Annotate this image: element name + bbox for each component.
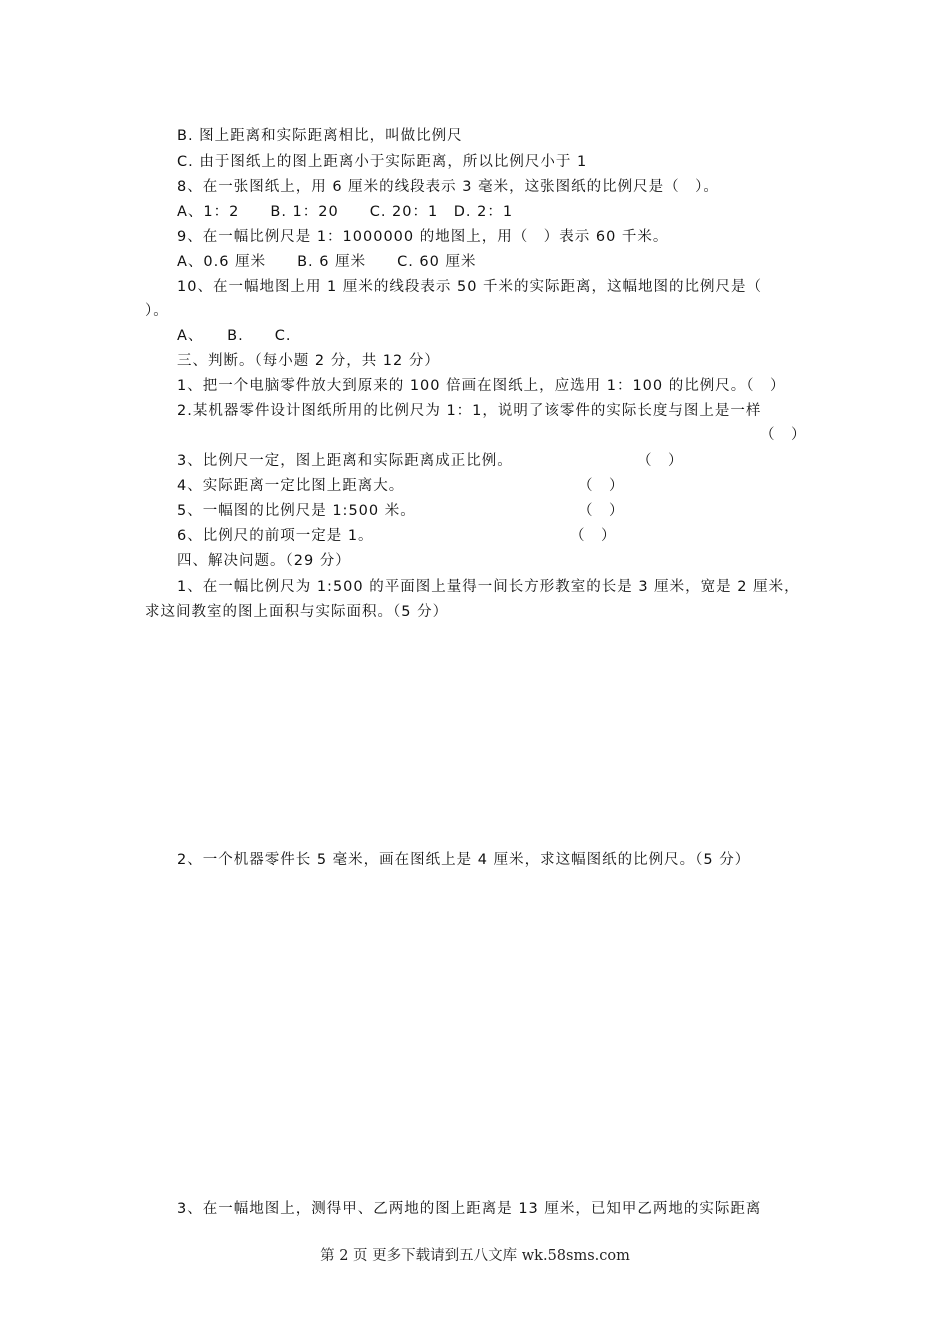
section-3-heading: 三、判断。（每小题 2 分，共 12 分） (177, 353, 440, 369)
judgement-5: 5、一幅图的比例尺是 1:500 米。 (177, 503, 416, 519)
question-10-continuation: ）。 (145, 303, 169, 319)
judgement-3: 3、比例尺一定，图上距离和实际距离成正比例。 (177, 453, 513, 469)
judgement-1: 1、把一个电脑零件放大到原来的 100 倍画在图纸上，应选用 1：100 的比例尺。（ ） (177, 378, 786, 394)
question-8: 8、在一张图纸上，用 6 厘米的线段表示 3 毫米，这张图纸的比例尺是（ ）。 (177, 179, 719, 195)
problem-1: 1、在一幅比例尺为 1:500 的平面图上量得一间长方形教室的长是 3 厘米，宽是 2 厘米， (177, 579, 800, 595)
option-c-line: C. 由于图纸上的图上距离小于实际距离，所以比例尺小于 1 (177, 154, 588, 170)
question-10-options: A、 B. C. (177, 328, 292, 344)
page-footer: 第 2 页 更多下载请到五八文库 wk.58sms.com (320, 1248, 630, 1264)
judgement-5-answer-blank: （ ） (578, 503, 625, 519)
judgement-2: 2.某机器零件设计图纸所用的比例尺为 1：1，说明了该零件的实际长度与图上是一样 (177, 403, 762, 419)
option-b-line: B. 图上距离和实际距离相比，叫做比例尺 (177, 128, 463, 144)
question-9: 9、在一幅比例尺是 1：1000000 的地图上，用（ ）表示 60 千米。 (177, 229, 669, 245)
question-10: 10、在一幅地图上用 1 厘米的线段表示 50 千米的实际距离，这幅地图的比例尺是（ (177, 279, 763, 295)
judgement-4: 4、实际距离一定比图上距离大。 (177, 478, 405, 494)
judgement-6: 6、比例尺的前项一定是 1。 (177, 528, 374, 544)
judgement-2-answer-blank: （ ） (760, 427, 807, 443)
problem-3: 3、在一幅地图上，测得甲、乙两地的图上距离是 13 厘米，已知甲乙两地的实际距离 (177, 1201, 762, 1217)
judgement-3-answer-blank: （ ） (637, 453, 684, 469)
question-9-options: A、0.6 厘米 B. 6 厘米 C. 60 厘米 (177, 254, 477, 270)
judgement-4-answer-blank: （ ） (578, 478, 625, 494)
problem-2: 2、一个机器零件长 5 毫米，画在图纸上是 4 厘米，求这幅图纸的比例尺。（5 分） (177, 852, 751, 868)
problem-1-continuation: 求这间教室的图上面积与实际面积。（5 分） (145, 604, 449, 620)
section-4-heading: 四、解决问题。（29 分） (177, 553, 351, 569)
question-8-options: A、1：2 B. 1：20 C. 20：1 D. 2：1 (177, 204, 514, 220)
judgement-6-answer-blank: （ ） (570, 528, 617, 544)
